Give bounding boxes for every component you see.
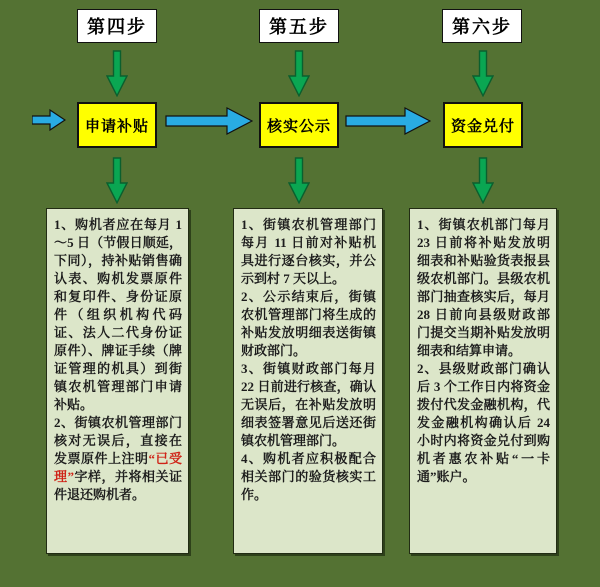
right-arrow-icon [165,107,253,135]
stage-box-apply-subsidy: 申请补贴 [77,102,157,148]
detail-text-run: 2、县级财政部门确认后 3 个工作日内将资金拨付代发金融机构，代发金融机构确认后 24 小时内将资金兑付到购机者惠农补贴“一卡通”账户。 [417,361,550,484]
detail-box-step5 [233,208,383,554]
detail-text-run: 2、公示结束后，街镇农机管理部门将生成的补贴发放明细表送街镇财政部门。 [241,289,376,358]
detail-text-run: 4、购机者应积极配合相关部门的验货核实工作。 [241,451,376,502]
down-arrow-icon [106,157,128,204]
down-arrow-icon [472,50,494,97]
down-arrow-icon [472,157,494,204]
detail-text-run: 1、街镇农机部门每月 23 日前将补贴发放明细表和补贴验货表报县级农机部门。县级农机部门抽查核实后，每月 28 日前向县级财政部门提交当期补贴发放明细表和结算申请。 [417,217,550,358]
detail-text-run: 1、购机者应在每月 1～5 日（节假日顺延，下同），持补贴销售确认表、购机发票原件和复印件、身份证原件（组织机构代码证、法人二代身份证原件）、牌证手续（牌证管理的机具）到街镇农机管理部门申请补贴。 [54,217,182,412]
detail-paragraph [241,450,376,504]
detail-paragraph [417,360,550,486]
detail-box-step4 [46,208,189,554]
detail-paragraph [241,216,376,288]
detail-paragraph [54,216,182,414]
detail-paragraph [241,288,376,360]
stage-box-fund-payment: 资金兑付 [443,102,523,148]
step-box-5: 第五步 [259,9,339,43]
detail-text-run: 2、街镇农机管理部门核对无误后，直接在发票原件上注明 [54,415,182,466]
detail-text-run: 3、街镇财政部门每月 22 日前进行核查，确认无误后，在补贴发放明细表签署意见后送还街镇农机管理部门。 [241,361,376,448]
step-box-6: 第六步 [442,9,522,43]
step-box-4: 第四步 [77,9,157,43]
detail-paragraph [241,360,376,450]
stage-box-verify-publicity: 核实公示 [259,102,339,148]
detail-paragraph [417,216,550,360]
detail-box-step6 [409,208,557,554]
highlighted-text: “已受理” [54,451,182,484]
detail-text-run: 字样，并将相关证件退还购机者。 [54,469,182,502]
right-arrow-icon [32,108,66,132]
detail-text-run: 1、街镇农机管理部门每月 11 日前对补贴机具进行逐台核实，并公示到村 7 天以上。 [241,217,376,286]
down-arrow-icon [288,50,310,97]
detail-paragraph [54,414,182,504]
down-arrow-icon [106,50,128,97]
down-arrow-icon [288,157,310,204]
right-arrow-icon [345,107,431,135]
